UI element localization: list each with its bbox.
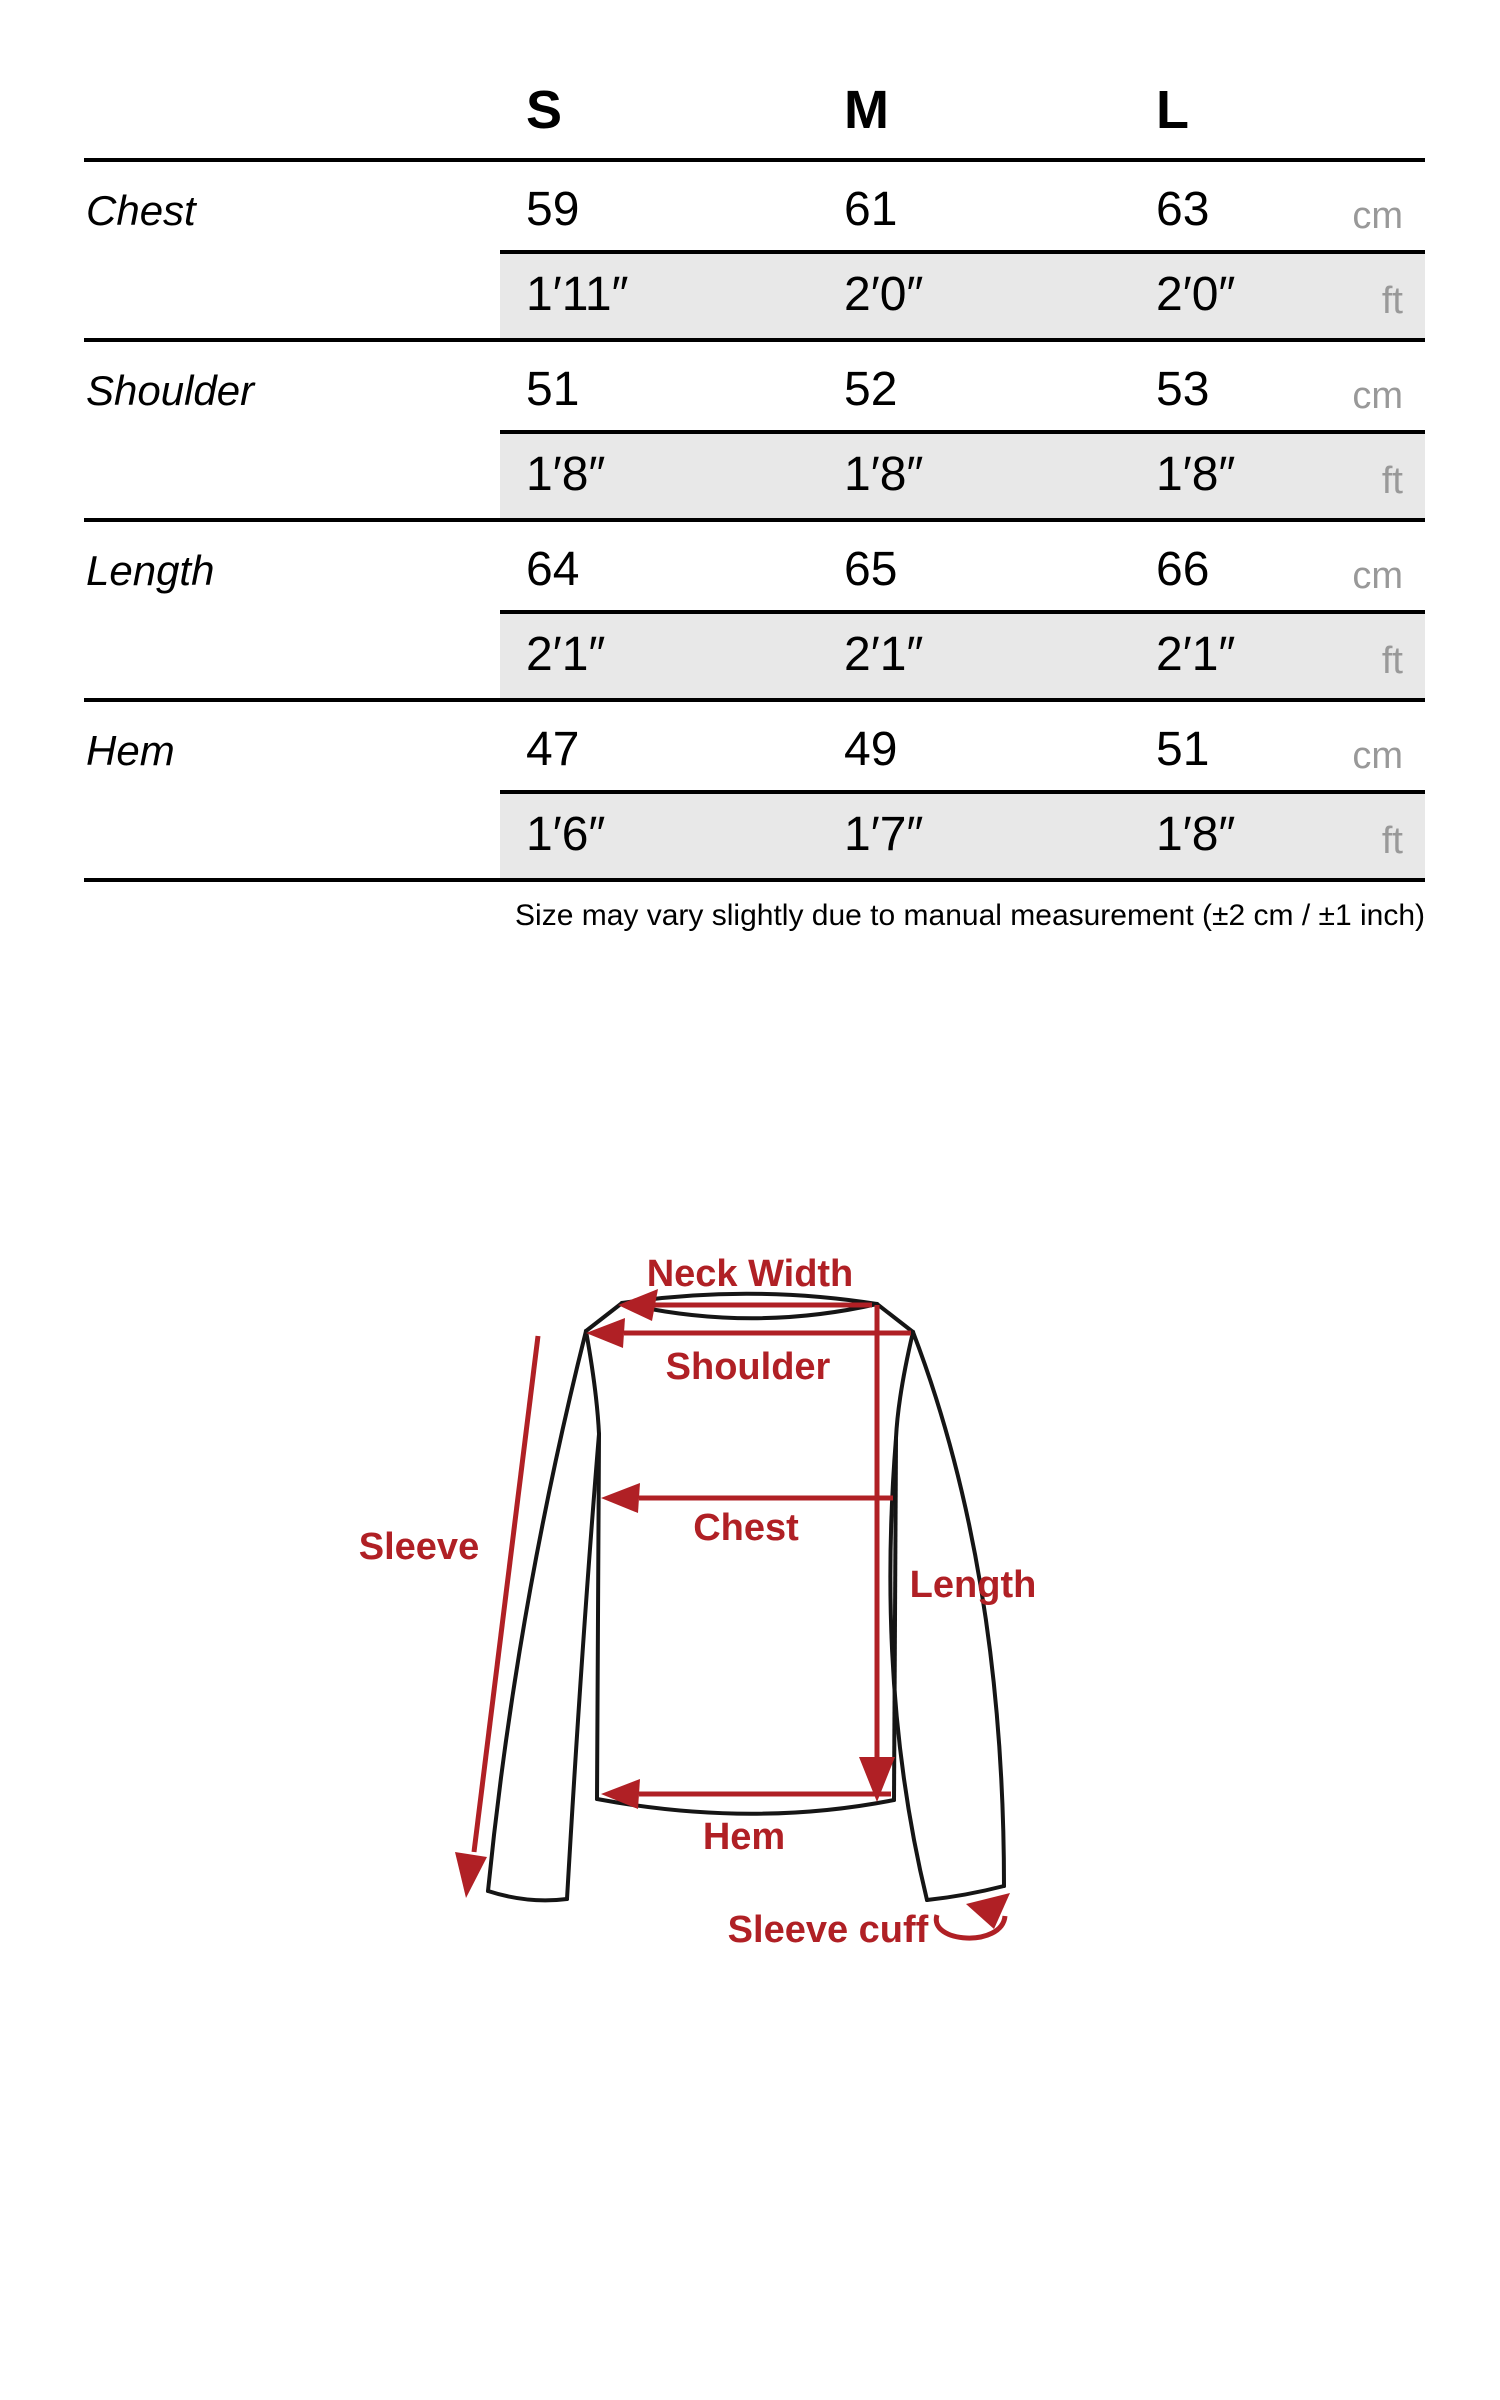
cell-shoulder-m-ft: 1′8″	[844, 448, 924, 501]
cell-length-l-cm: 66	[1156, 543, 1210, 596]
unit-cm-shoulder: cm	[1352, 375, 1403, 417]
half-rule-shoulder	[500, 430, 1425, 434]
half-rule-length	[500, 610, 1425, 614]
unit-cm-chest: cm	[1352, 195, 1403, 237]
cell-length-m-ft: 2′1″	[844, 628, 924, 681]
half-rule-hem	[500, 790, 1425, 794]
cell-shoulder-l-cm: 53	[1156, 363, 1210, 416]
cell-shoulder-s-ft: 1′8″	[526, 448, 606, 501]
cell-hem-l-cm: 51	[1156, 723, 1210, 776]
cell-length-l-ft: 2′1″	[1156, 628, 1236, 681]
cell-hem-m-cm: 49	[844, 723, 898, 776]
cell-hem-s-ft: 1′6″	[526, 808, 606, 861]
cell-hem-l-ft: 1′8″	[1156, 808, 1236, 861]
garment-measurement-diagram	[330, 1240, 1040, 1960]
right-shoulder-slope	[877, 1304, 913, 1332]
cell-hem-s-cm: 47	[526, 723, 580, 776]
label-length: Length	[909, 1564, 1037, 1606]
hem-curve	[597, 1799, 894, 1814]
half-rule-chest	[500, 250, 1425, 254]
row-label-chest: Chest	[86, 187, 196, 234]
sleeve-arrowhead-icon	[455, 1852, 487, 1898]
shoulder-arrowhead-icon	[586, 1318, 625, 1348]
unit-ft-hem: ft	[1381, 820, 1403, 862]
label-sleeve: Sleeve	[358, 1526, 480, 1568]
right-sleeve-outer-edge	[913, 1332, 1004, 1886]
cell-chest-l-ft: 2′0″	[1156, 268, 1236, 321]
cell-chest-m-ft: 2′0″	[844, 268, 924, 321]
row-label-shoulder: Shoulder	[86, 367, 255, 414]
row-separator-1	[84, 338, 1425, 342]
row-label-length: Length	[86, 547, 215, 594]
ft-band-shoulder	[500, 434, 1425, 520]
cell-length-s-ft: 2′1″	[526, 628, 606, 681]
left-cuff-edge	[488, 1891, 567, 1900]
label-hem: Hem	[702, 1816, 786, 1858]
cell-shoulder-m-cm: 52	[844, 363, 898, 416]
cell-chest-s-ft: 1′11″	[526, 268, 629, 321]
collar-top-arc	[622, 1294, 877, 1304]
cell-shoulder-l-ft: 1′8″	[1156, 448, 1236, 501]
cell-hem-m-ft: 1′7″	[844, 808, 924, 861]
ft-band-chest	[500, 254, 1425, 340]
column-header-l: L	[1156, 80, 1189, 140]
table-bottom-rule	[84, 878, 1425, 882]
size-table	[84, 40, 1425, 890]
unit-cm-hem: cm	[1352, 735, 1403, 777]
cell-chest-m-cm: 61	[844, 183, 898, 236]
row-separator-3	[84, 698, 1425, 702]
cell-chest-s-cm: 59	[526, 183, 580, 236]
label-sleeve-cuff: Sleeve cuff	[727, 1909, 929, 1951]
left-sleeve-inner-edge	[567, 1434, 599, 1899]
table-top-rule	[84, 158, 1425, 162]
row-label-hem: Hem	[86, 727, 175, 774]
unit-ft-length: ft	[1381, 640, 1403, 682]
ft-band-hem	[500, 794, 1425, 880]
measurement-tolerance-note: Size may vary slightly due to manual measurement (±2 cm / ±1 inch)	[515, 899, 1425, 932]
cell-chest-l-cm: 63	[1156, 183, 1210, 236]
cell-length-m-cm: 65	[844, 543, 898, 596]
unit-ft-chest: ft	[1381, 280, 1403, 322]
column-header-m: M	[844, 80, 889, 140]
cell-length-s-cm: 64	[526, 543, 580, 596]
unit-cm-length: cm	[1352, 555, 1403, 597]
cell-shoulder-s-cm: 51	[526, 363, 580, 416]
right-armhole-seam	[896, 1332, 913, 1438]
left-body-edge	[597, 1434, 599, 1799]
label-neck-width: Neck Width	[646, 1253, 854, 1295]
chest-arrowhead-icon	[601, 1483, 640, 1513]
column-header-s: S	[526, 80, 563, 140]
label-chest: Chest	[693, 1507, 799, 1549]
unit-ft-shoulder: ft	[1381, 460, 1403, 502]
left-armhole-seam	[586, 1331, 599, 1434]
row-separator-2	[84, 518, 1425, 522]
label-shoulder: Shoulder	[665, 1346, 831, 1388]
ft-band-length	[500, 614, 1425, 700]
